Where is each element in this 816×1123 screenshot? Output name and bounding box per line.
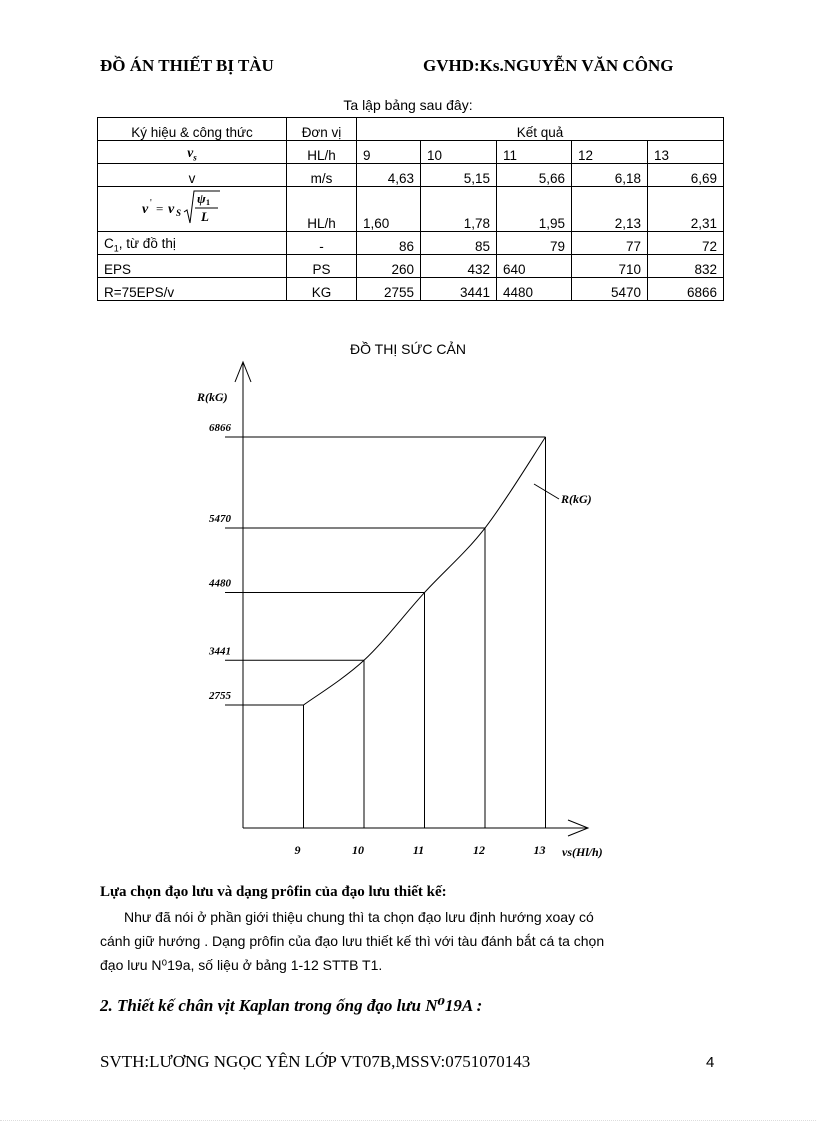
- footer-student: SVTH:LƯƠNG NGỌC YÊN LỚP VT07B,MSSV:0751070143: [100, 1052, 531, 1071]
- value-cell: 5,15: [421, 164, 497, 187]
- x-tick-label: 11: [412, 843, 425, 857]
- y-tick-label: 3441: [209, 645, 231, 658]
- value-cell: 6,69: [648, 164, 724, 187]
- value-cell: 640: [497, 255, 572, 278]
- value-cell: 6866: [648, 278, 724, 301]
- symbol-cell: $C_1$, từ đồ thị: [98, 232, 287, 255]
- value-cell: 12: [572, 141, 648, 164]
- value-cell: 6,18: [572, 164, 648, 187]
- value-cell: 832: [648, 255, 724, 278]
- value-cell: 260: [357, 255, 421, 278]
- value-cell: 5,66: [497, 164, 572, 187]
- value-cell: 86: [357, 232, 421, 255]
- chart-title: ĐỒ THỊ SỨC CẢN: [350, 341, 466, 357]
- resistance-chart: [0, 330, 816, 870]
- series-label: R(kG): [561, 492, 592, 506]
- svg-text:': ': [150, 197, 152, 209]
- value-cell: 10: [421, 141, 497, 164]
- table-row: [98, 164, 724, 187]
- y-axis-label: R(kG): [197, 390, 228, 404]
- y-tick-label: 6866: [209, 422, 231, 434]
- value-cell: 1,78: [421, 187, 497, 232]
- value-cell: 4,63: [357, 164, 421, 187]
- svg-text:S: S: [176, 207, 182, 218]
- table-head-symbol: Ký hiệu & công thức: [98, 118, 287, 141]
- value-cell: 2,13: [572, 187, 648, 232]
- table-row: [98, 141, 724, 164]
- page-edge: [0, 1120, 816, 1121]
- x-tick-label: 9: [294, 843, 301, 857]
- svg-text:1: 1: [206, 197, 210, 207]
- table-head-result: Kết quả: [357, 118, 724, 141]
- unit-cell: PS: [287, 255, 357, 278]
- table-caption: Ta lập bảng sau đây:: [343, 97, 473, 113]
- value-cell: 79: [497, 232, 572, 255]
- paragraph-line: cánh giữ hướng . Dạng prôfin của đạo lưu thiết kế thì với tàu đánh bắt cá ta chọn: [100, 933, 605, 949]
- svg-text:v: v: [168, 201, 175, 217]
- value-cell: 11: [497, 141, 572, 164]
- value-cell: 2755: [357, 278, 421, 301]
- page-number: 4: [706, 1054, 715, 1071]
- value-cell: 432: [421, 255, 497, 278]
- svg-text:ψ: ψ: [197, 190, 206, 206]
- value-cell: 85: [421, 232, 497, 255]
- table-row: [98, 278, 724, 301]
- x-tick-label: 10: [352, 843, 364, 857]
- value-cell: 13: [648, 141, 724, 164]
- value-cell: 72: [648, 232, 724, 255]
- value-cell: 2,31: [648, 187, 724, 232]
- x-tick-label: 12: [473, 843, 485, 857]
- y-tick-label: 5470: [209, 513, 231, 526]
- svg-text:=: =: [156, 200, 164, 216]
- value-cell: 1,95: [497, 187, 572, 232]
- formula-image: [142, 188, 242, 228]
- unit-cell: HL/h: [287, 141, 357, 164]
- unit-cell: -: [287, 232, 357, 255]
- y-tick-label: 4480: [209, 577, 231, 590]
- x-axis-label: vs(Hl/h): [562, 845, 603, 859]
- paragraph-line: Như đã nói ở phần giới thiệu chung thì ta chọn đạo lưu định hướng xoay có: [124, 909, 594, 925]
- symbol-cell: v: [98, 164, 287, 187]
- section-heading: Lựa chọn đạo lưu và dạng prôfin của đạo lưu thiết kế:: [100, 884, 447, 900]
- svg-text:v: v: [142, 201, 149, 217]
- symbol-cell: R=75EPS/v: [98, 278, 287, 301]
- table-header-row: [98, 118, 724, 141]
- unit-cell: m/s: [287, 164, 357, 187]
- header-left: ĐỒ ÁN THIẾT BỊ TÀU: [100, 56, 274, 75]
- svg-text:L: L: [201, 208, 209, 224]
- symbol-formula: [98, 187, 287, 232]
- header-right: GVHD:Ks.NGUYỄN VĂN CÔNG: [423, 56, 674, 75]
- table-row: [98, 232, 724, 255]
- value-cell: 5470: [572, 278, 648, 301]
- unit-cell: KG: [287, 278, 357, 301]
- unit-cell: HL/h: [287, 187, 357, 232]
- table-row: [98, 255, 724, 278]
- symbol-cell: EPS: [98, 255, 287, 278]
- value-cell: 4480: [497, 278, 572, 301]
- section-2-title: 2. Thiết kế chân vịt Kaplan trong ống đạo lưu N⁰19A :: [100, 996, 483, 1015]
- y-tick-label: 2755: [209, 690, 231, 702]
- value-cell: 1,60: [357, 187, 421, 232]
- value-cell: 3441: [421, 278, 497, 301]
- table-head-unit: Đơn vị: [287, 118, 357, 141]
- results-table: [97, 117, 724, 301]
- value-cell: 9: [357, 141, 421, 164]
- table-row: [98, 187, 724, 232]
- symbol-vs: $v_s$: [98, 141, 287, 164]
- series-label-leader: [534, 484, 559, 499]
- x-tick-label: 13: [533, 843, 546, 857]
- value-cell: 77: [572, 232, 648, 255]
- value-cell: 710: [572, 255, 648, 278]
- paragraph-line: đạo lưu N⁰19a, số liệu ở bảng 1-12 STTB T1.: [100, 957, 383, 973]
